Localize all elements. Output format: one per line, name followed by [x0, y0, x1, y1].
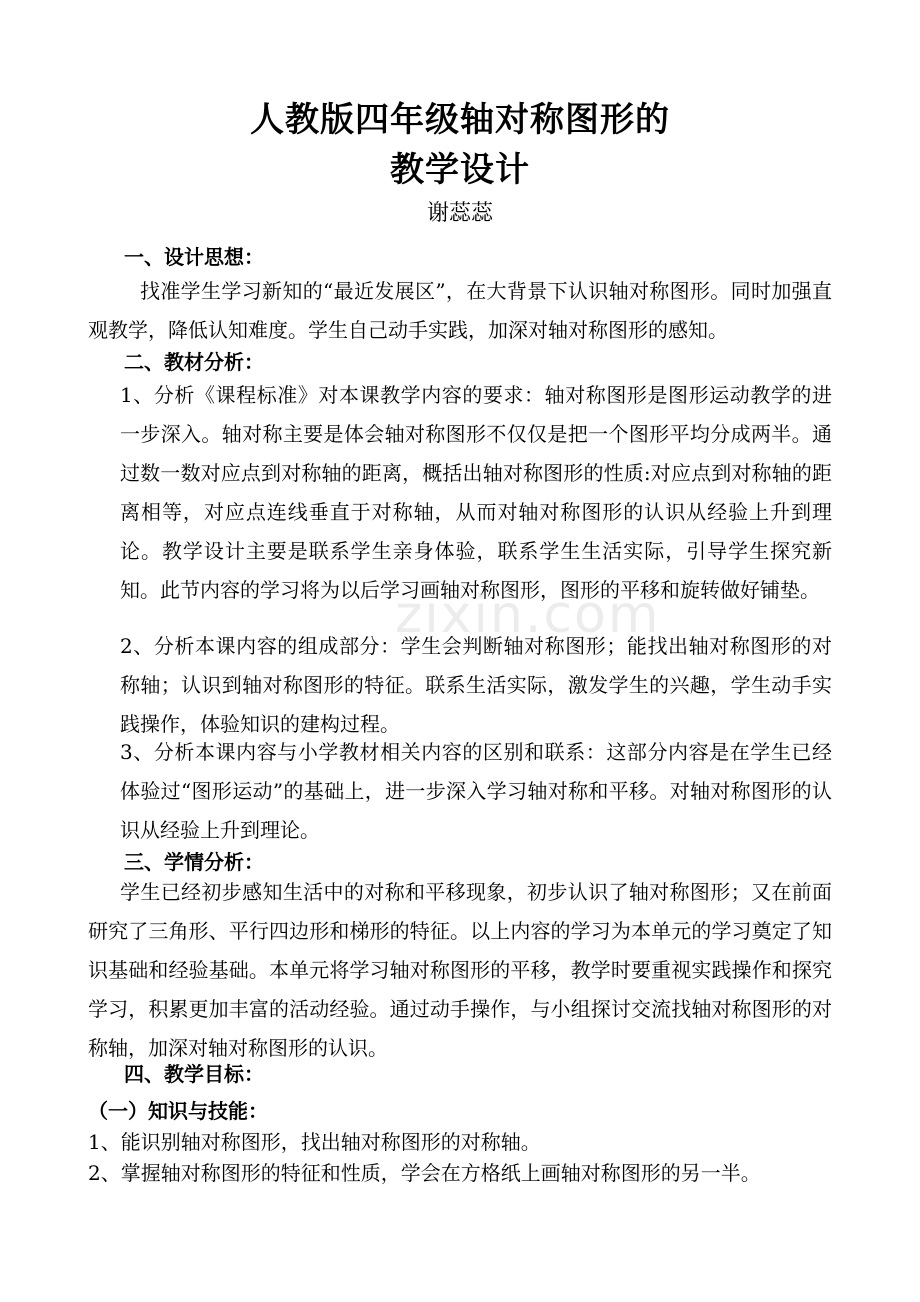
textbook-analysis-item-3: 3、分析本课内容与小学教材相关内容的区别和联系：这部分内容是在学生已经体验过“图形运动”的基础上，进一步深入学习轴对称和平移。对轴对称图形的认识从经验上升到理论。	[120, 740, 832, 842]
document-author: 谢蕊蕊	[426, 201, 493, 226]
watermark-text: zixin.com	[395, 585, 661, 645]
section-paragraph-design-idea: 找准学生学习新知的“最近发展区”，在大背景下认识轴对称图形。同时加强直观教学，降低认知难度。学生自己动手实践，加深对轴对称图形的感知。	[88, 279, 832, 342]
section-paragraph-learner-analysis: 学生已经初步感知生活中的对称和平移现象，初步认识了轴对称图形；又在前面研究了三角形、平行四边形和梯形的特征。以上内容的学习为本单元的学习奠定了知识基础和经验基础。本单元将学习轴对称图形的平移，教学时要重视实践操作和探究学习，积累更加丰富的活动经验。通过动手操作，与小组探讨交流找轴对称图形的对称轴，加深对轴对称图形的认识。	[88, 880, 832, 1060]
section-heading-design-idea: 一、设计思想：	[124, 245, 264, 269]
knowledge-skills-item-1: 1、能识别轴对称图形，找出轴对称图形的对称轴。	[88, 1130, 541, 1154]
textbook-analysis-item-2: 2、分析本课内容的组成部分：学生会判断轴对称图形；能找出轴对称图形的对称轴；认识到轴对称图形的特征。联系生活实际，激发学生的兴趣，学生动手实践操作，体验知识的建构过程。	[120, 634, 832, 736]
section-heading-teaching-goals: 四、教学目标：	[124, 1062, 264, 1086]
section-heading-textbook-analysis: 二、教材分析：	[124, 350, 264, 374]
textbook-analysis-item-1: 1、分析《课程标准》对本课教学内容的要求：轴对称图形是图形运动教学的进一步深入。轴对称主要是体会轴对称图形不仅仅是把一个图形平均分成两半。通过数一数对应点到对称轴的距离，概括出轴对称图形的性质:对应点到对称轴的距离相等，对应点连线垂直于对称轴，从而对轴对称图形的认识从经验上升到理论。教学设计主要是联系学生亲身体验，联系学生生活实际，引导学生探究新知。此节内容的学习将为以后学习画轴对称图形，图形的平移和旋转做好铺垫。	[120, 383, 832, 602]
document-title-line1: 人教版四年级轴对称图形的	[250, 100, 670, 140]
subsection-heading-knowledge-skills: （一）知识与技能：	[88, 1099, 268, 1123]
section-heading-learner-analysis: 三、学情分析：	[124, 850, 264, 874]
document-title-line2: 教学设计	[390, 150, 530, 190]
knowledge-skills-item-2: 2、掌握轴对称图形的特征和性质，学会在方格纸上画轴对称图形的另一半。	[88, 1161, 761, 1185]
